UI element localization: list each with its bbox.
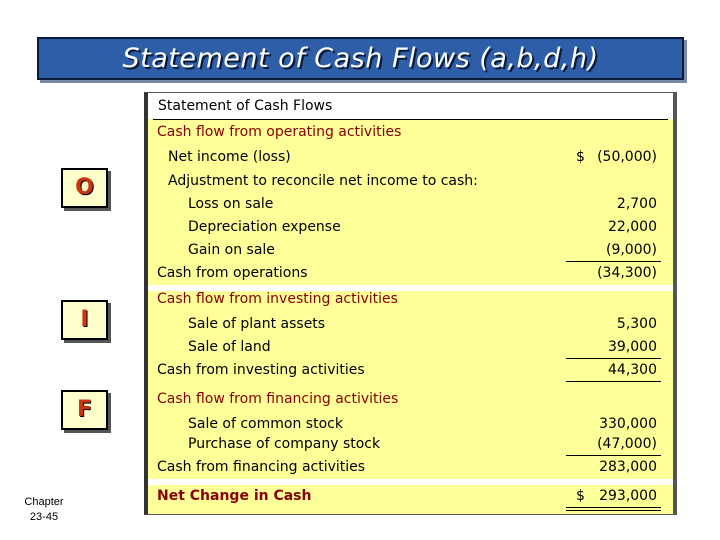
net-income-label: Net income (loss) bbox=[168, 149, 291, 165]
financing-heading: Cash flow from financing activities bbox=[157, 391, 399, 407]
net-change-value: 293,000 bbox=[599, 488, 657, 504]
financing-item-row bbox=[148, 414, 673, 434]
operating-tag: O bbox=[61, 168, 108, 208]
operating-item-label: Depreciation expense bbox=[188, 219, 341, 235]
operating-item-label: Loss on sale bbox=[188, 196, 274, 212]
cash-flow-statement bbox=[144, 92, 677, 515]
adjustment-label: Adjustment to reconcile net income to cash: bbox=[168, 173, 478, 189]
investing-item-row bbox=[148, 314, 673, 334]
investing-heading: Cash flow from investing activities bbox=[157, 291, 398, 307]
statement-header bbox=[148, 93, 673, 119]
net-change-row bbox=[148, 486, 673, 506]
financing-item-label: Purchase of company stock bbox=[188, 436, 381, 452]
investing-total-label: Cash from investing activities bbox=[157, 362, 365, 378]
financing-heading-row bbox=[148, 389, 673, 409]
adjustment-row bbox=[148, 171, 673, 191]
operating-heading: Cash flow from operating activities bbox=[157, 124, 402, 140]
slide-title-bar bbox=[37, 37, 684, 80]
investing-item-value: 39,000 bbox=[608, 339, 657, 355]
operating-item-value: 2,700 bbox=[616, 196, 657, 212]
investing-item-value: 5,300 bbox=[616, 316, 657, 332]
chapter-label bbox=[14, 495, 74, 525]
investing-total-row bbox=[148, 360, 673, 380]
financing-item-label: Sale of common stock bbox=[188, 416, 343, 432]
operating-heading-row bbox=[148, 122, 673, 142]
financing-total-label: Cash from financing activities bbox=[157, 459, 366, 475]
financing-item-value: (47,000) bbox=[597, 436, 657, 452]
investing-tag: I bbox=[61, 300, 108, 340]
investing-subtotal-rule bbox=[566, 358, 661, 359]
net-change-underline-1 bbox=[566, 507, 661, 508]
header-rule bbox=[153, 119, 668, 120]
operating-item-value: 22,000 bbox=[608, 219, 657, 235]
net-change-underline-2 bbox=[566, 510, 661, 511]
section-gap bbox=[148, 479, 673, 485]
investing-heading-row bbox=[148, 289, 673, 309]
net-change-label: Net Change in Cash bbox=[157, 488, 312, 504]
net-income-row bbox=[148, 147, 673, 167]
operating-item-row bbox=[148, 217, 673, 237]
financing-tag: F bbox=[61, 390, 108, 430]
financing-total-row bbox=[148, 457, 673, 477]
investing-item-label: Sale of plant assets bbox=[188, 316, 326, 332]
net-income-value: (50,000) bbox=[597, 149, 657, 165]
financing-subtotal-rule bbox=[566, 455, 661, 456]
chapter-line-1: Chapter bbox=[24, 496, 64, 508]
investing-total-value: 44,300 bbox=[608, 362, 657, 378]
net-change-currency: $ bbox=[576, 488, 585, 504]
financing-item-row bbox=[148, 434, 673, 454]
financing-item-value: 330,000 bbox=[599, 416, 657, 432]
operating-total-row bbox=[148, 263, 673, 283]
operating-item-row bbox=[148, 240, 673, 260]
operating-total-value: (34,300) bbox=[597, 265, 657, 281]
net-income-currency: $ bbox=[576, 149, 585, 165]
operating-item-row bbox=[148, 194, 673, 214]
statement-header-title: Statement of Cash Flows bbox=[158, 98, 333, 114]
investing-total-underline bbox=[566, 381, 661, 382]
operating-item-value: (9,000) bbox=[605, 242, 657, 258]
operating-total-label: Cash from operations bbox=[157, 265, 308, 281]
financing-total-value: 283,000 bbox=[599, 459, 657, 475]
operating-subtotal-rule bbox=[566, 261, 661, 262]
slide-title: Statement of Cash Flows (a,b,d,h) bbox=[122, 43, 599, 74]
investing-item-row bbox=[148, 337, 673, 357]
investing-item-label: Sale of land bbox=[188, 339, 271, 355]
chapter-line-2: 23-45 bbox=[29, 511, 59, 523]
operating-item-label: Gain on sale bbox=[188, 242, 275, 258]
